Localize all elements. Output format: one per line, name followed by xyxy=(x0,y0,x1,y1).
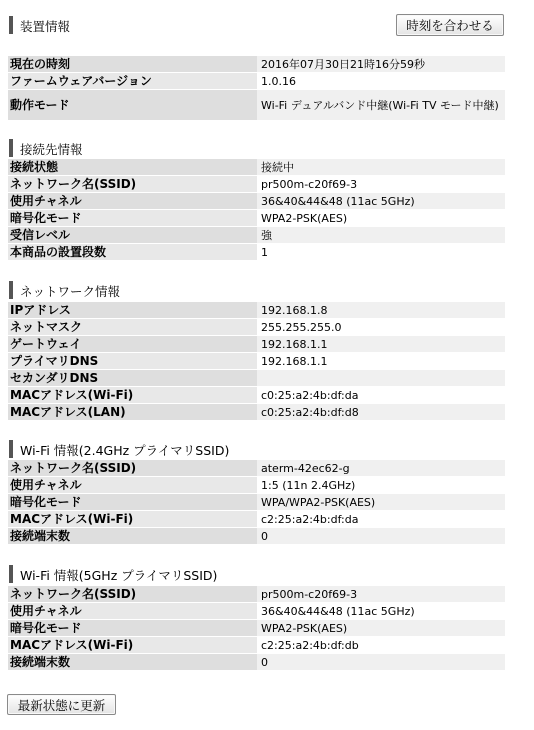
row-label: 使用チャネル xyxy=(8,193,257,209)
row-label: 現在の時刻 xyxy=(8,56,257,72)
row-value: 2016年07月30日21時16分59秒 xyxy=(257,56,505,72)
row-value: 0 xyxy=(257,654,505,670)
table-row xyxy=(8,637,505,653)
table-row xyxy=(8,159,505,175)
row-value: WPA2-PSK(AES) xyxy=(257,620,505,636)
row-value: 36&40&44&48 (11ac 5GHz) xyxy=(257,603,505,619)
table-row xyxy=(8,193,505,209)
row-value: Wi-Fi デュアルバンド中継(Wi-Fi TV モード中継) xyxy=(257,90,505,120)
refresh-status-button[interactable]: 最新状態に更新 xyxy=(7,694,116,715)
row-label: MACアドレス(Wi-Fi) xyxy=(8,511,257,527)
table-row xyxy=(8,511,505,527)
row-value: 1:5 (11n 2.4GHz) xyxy=(257,477,505,493)
row-label: ネットワーク名(SSID) xyxy=(8,176,257,192)
row-label: ネットワーク名(SSID) xyxy=(8,586,257,602)
table-row xyxy=(8,353,505,369)
table-row xyxy=(8,244,505,260)
row-label: MACアドレス(Wi-Fi) xyxy=(8,637,257,653)
table-row xyxy=(8,210,505,226)
row-label: ネットワーク名(SSID) xyxy=(8,460,257,476)
row-label: 暗号化モード xyxy=(8,210,257,226)
table-row xyxy=(8,603,505,619)
row-value xyxy=(257,370,505,386)
row-label: IPアドレス xyxy=(8,302,257,318)
row-value: c2:25:a2:4b:df:da xyxy=(257,511,505,527)
table-row xyxy=(8,336,505,352)
row-label: 受信レベル xyxy=(8,227,257,243)
row-value: 255.255.255.0 xyxy=(257,319,505,335)
row-label: 動作モード xyxy=(8,90,257,120)
wifi-24ghz-info-table xyxy=(8,459,505,545)
section-title-wifi-24ghz: Wi-Fi 情報(2.4GHz プライマリSSID) xyxy=(20,443,230,458)
row-value: 192.168.1.8 xyxy=(257,302,505,318)
table-row xyxy=(8,528,505,544)
table-row xyxy=(8,227,505,243)
section-header-wifi-5ghz xyxy=(8,565,505,583)
table-row xyxy=(8,387,505,403)
table-row xyxy=(8,56,505,72)
table-row xyxy=(8,302,505,318)
table-row xyxy=(8,654,505,670)
table-row xyxy=(8,176,505,192)
network-info-table xyxy=(8,301,505,421)
row-label: セカンダリDNS xyxy=(8,370,257,386)
row-value: WPA/WPA2-PSK(AES) xyxy=(257,494,505,510)
table-row xyxy=(8,586,505,602)
row-label: 暗号化モード xyxy=(8,494,257,510)
row-label: 接続状態 xyxy=(8,159,257,175)
row-value: 1.0.16 xyxy=(257,73,505,89)
row-value: c2:25:a2:4b:df:db xyxy=(257,637,505,653)
row-value: 36&40&44&48 (11ac 5GHz) xyxy=(257,193,505,209)
device-info-table xyxy=(8,55,505,121)
table-row xyxy=(8,404,505,420)
section-title-device: 装置情報 xyxy=(20,19,71,34)
table-row xyxy=(8,620,505,636)
row-value: 192.168.1.1 xyxy=(257,336,505,352)
row-label: MACアドレス(LAN) xyxy=(8,404,257,420)
row-label: ファームウェアバージョン xyxy=(8,73,257,89)
row-value: aterm-42ec62-g xyxy=(257,460,505,476)
section-marker xyxy=(9,565,13,583)
table-row xyxy=(8,90,505,120)
table-row xyxy=(8,370,505,386)
row-value: pr500m-c20f69-3 xyxy=(257,176,505,192)
wifi-5ghz-info-table xyxy=(8,585,505,671)
section-header-wifi-24ghz xyxy=(8,440,505,458)
section-header-connection xyxy=(8,139,505,157)
section-title-network: ネットワーク情報 xyxy=(20,284,121,299)
section-marker xyxy=(9,440,13,458)
table-row xyxy=(8,73,505,89)
row-value: c0:25:a2:4b:df:d8 xyxy=(257,404,505,420)
row-label: MACアドレス(Wi-Fi) xyxy=(8,387,257,403)
row-label: 暗号化モード xyxy=(8,620,257,636)
row-label: ネットマスク xyxy=(8,319,257,335)
table-row xyxy=(8,319,505,335)
row-label: 接続端末数 xyxy=(8,654,257,670)
row-value: 強 xyxy=(257,227,505,243)
row-label: 使用チャネル xyxy=(8,477,257,493)
row-value: 0 xyxy=(257,528,505,544)
section-marker xyxy=(9,281,13,299)
table-row xyxy=(8,477,505,493)
row-value: 1 xyxy=(257,244,505,260)
table-row xyxy=(8,494,505,510)
section-title-connection: 接続先情報 xyxy=(20,142,83,157)
connection-info-table xyxy=(8,158,505,261)
sync-time-button[interactable]: 時刻を合わせる xyxy=(396,14,504,36)
row-label: 本商品の設置段数 xyxy=(8,244,257,260)
row-label: 使用チャネル xyxy=(8,603,257,619)
row-label: 接続端末数 xyxy=(8,528,257,544)
row-value: pr500m-c20f69-3 xyxy=(257,586,505,602)
section-marker xyxy=(9,139,13,157)
row-label: ゲートウェイ xyxy=(8,336,257,352)
table-row xyxy=(8,460,505,476)
row-label: プライマリDNS xyxy=(8,353,257,369)
row-value: 接続中 xyxy=(257,159,505,175)
row-value: c0:25:a2:4b:df:da xyxy=(257,387,505,403)
row-value: 192.168.1.1 xyxy=(257,353,505,369)
row-value: WPA2-PSK(AES) xyxy=(257,210,505,226)
section-title-wifi-5ghz: Wi-Fi 情報(5GHz プライマリSSID) xyxy=(20,568,218,583)
section-marker xyxy=(9,16,13,34)
section-header-network xyxy=(8,281,505,299)
